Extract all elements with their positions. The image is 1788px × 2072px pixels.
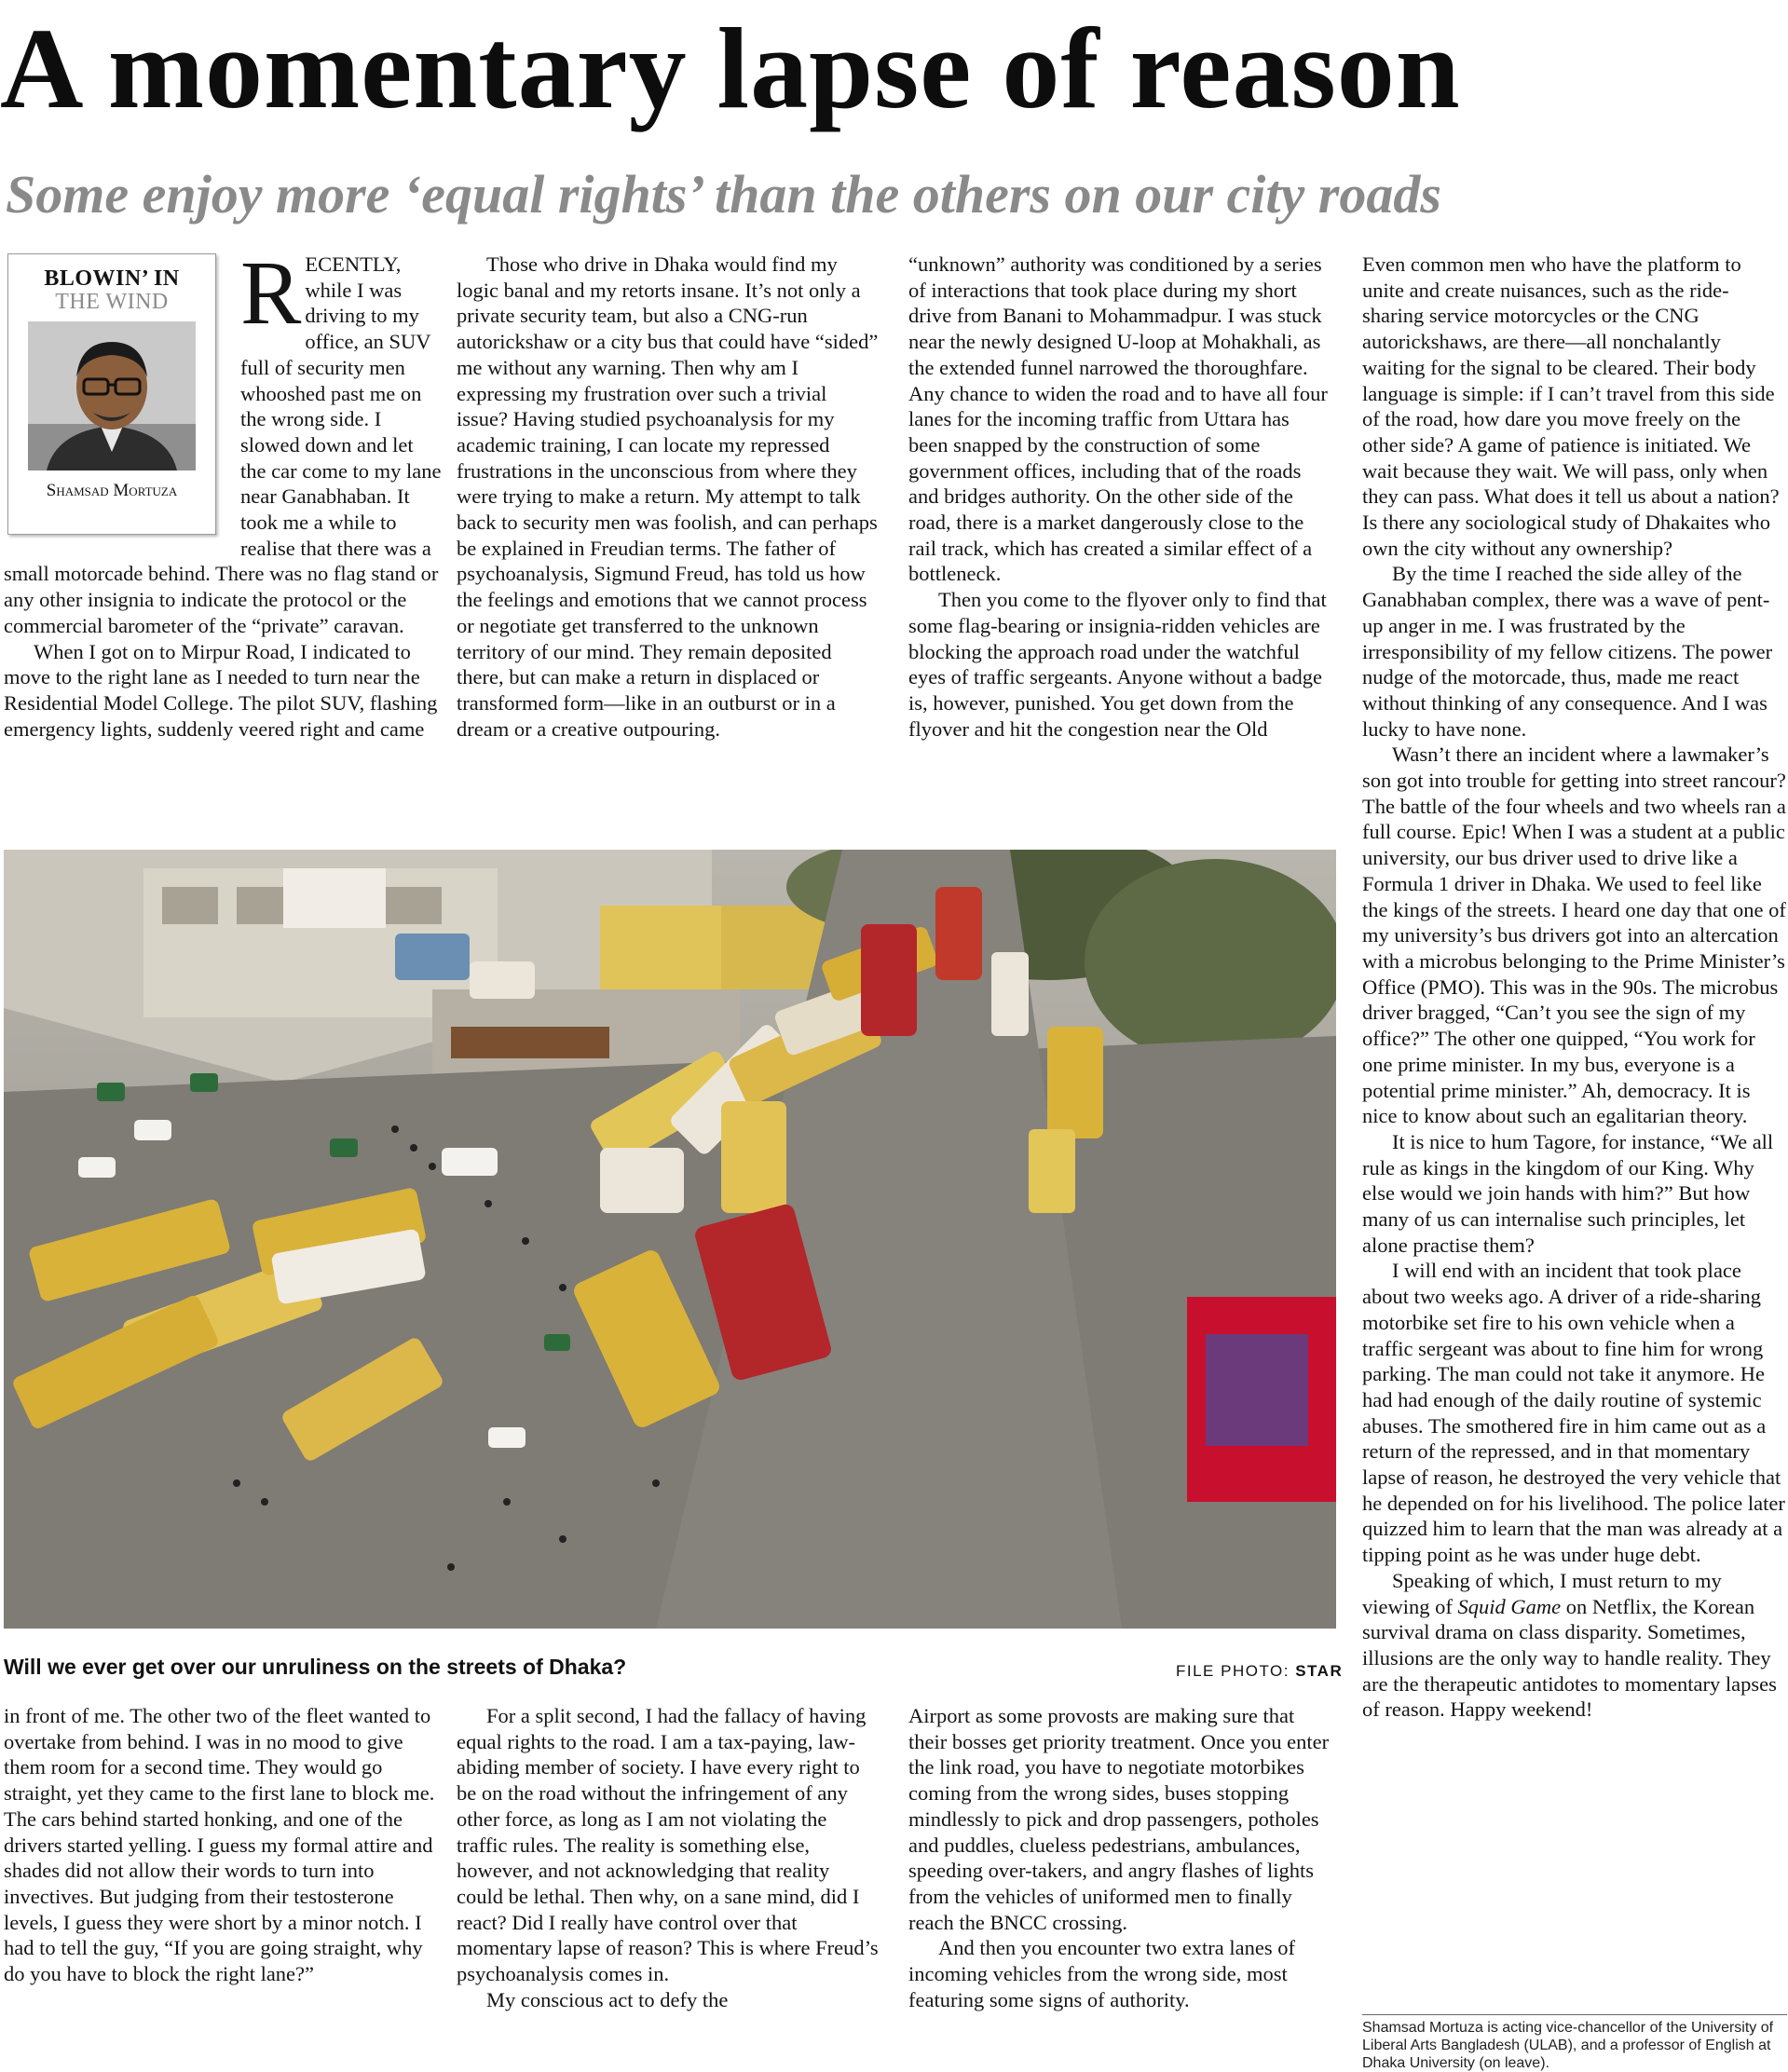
dropcap: R	[240, 243, 302, 344]
column-2-bottom	[457, 1703, 880, 2012]
paragraph: Wasn’t there an incident where a lawmaker’s son got into trouble for getting into street rancour? The battle of the four wheels and two wheels ran a full course. Epic! When I was a student at a public university, our bus driver used to drive like a Formula 1 driver in Dhaka. We used to feel like the kings of the streets. I heard one day that one of my university’s bus drivers got into an altercation with a microbus belonging to the Prime Minister’s Office (PMO). This was in the 90s. The microbus driver bragged, “Can’t you see the sign of my office?” The other one quipped, “You work for one prime minister. In my bus, everyone is a potential prime minister.” Ah, democracy. It is nice to know about such an egalitarian theory.	[1362, 743, 1786, 1128]
author-photo	[28, 321, 196, 470]
headline: A momentary lapse of reason	[0, 5, 1461, 132]
traffic-photo	[4, 850, 1336, 1629]
paragraph: “unknown” authority was conditioned by a series of interactions that took place during my short drive from Banani to Mohammadpur. I was stuck near the newly designed U-loop at Mohakhali, as the extended funnel narrowed the thoroughfare. Any chance to widen the road and to have all four lanes for the incoming traffic from Uttara has been snapped by the construction of some government offices, including that of the roads and bridges authority. On the other side of the road, there is a market dangerously close to the rail track, which has created a similar effect of a bottleneck.	[908, 252, 1328, 586]
show-title: Squid Game	[1457, 1594, 1562, 1618]
paragraph: I will end with an incident that took place about two weeks ago. A driver of a ride-sharing motorbike set fire to his own vehicle when a traffic sergeant was about to fine him for wrong parking. The man could not take it anymore. He had had enough of the daily routine of systemic abuses. The smothered fire in him came out as a return of the repressed, and in that momentary lapse of reason, he destroyed the very vehicle that he depended on for his livelihood. The police later quizzed him to learn that the man was already at a tipping point as he was under huge debt.	[1362, 1259, 1785, 1567]
paragraph: Those who drive in Dhaka would find my logic banal and my retorts insane. It’s not only a private security team, but also a CNG-run autorickshaw or a city bus that could have “sided” me without any warning. Then why am I expressing my frustration over such a trivial issue? Having studied psychoanalysis for my academic training, I can locate my repressed frustrations in the unconscious from where they were trying to make a return. My attempt to talk back to security men was foolish, and can perhaps be explained in Freudian terms. The father of psychoanalysis, Sigmund Freud, has told us how the feelings and emotions that we cannot process or negotiate get transferred to the unknown territory of our mind. They remain deposited there, but can make a return in displaced or transformed form—like in an outburst or in a dream or a creative outpouring.	[457, 252, 879, 741]
credit-prefix: FILE PHOTO:	[1176, 1662, 1296, 1680]
final-text-start: Speaking of which, I must return to my viewing of	[1362, 1568, 1722, 1618]
column-3-bottom	[908, 1703, 1332, 2012]
paragraph: Even common men who have the platform to unite and create nuisances, such as the ride-sharing service motorcycles or the CNG autorickshaws, are there—all nonchalantly waiting for the signal to be cleared. Their body language is simple: if I can’t travel from this side of the road, how dare you move freely on the other side? A game of patience is initiated. We wait because they wait. We will pass, only when they can pass. What does it tell us about a nation? Is there any sociological study of Dhakaites who own the city without any ownership?	[1362, 252, 1780, 560]
column-kicker-line2: THE WIND	[55, 290, 169, 315]
author-name: Shamsad Mortuza	[46, 481, 178, 501]
column-1-bottom	[4, 1703, 444, 1987]
paragraph: By the time I reached the side alley of the Ganabhaban complex, there was a wave of pent-up anger in me. I was frustrated by the irresponsibility of my fellow citizens. The power nudge of the motorcade, thus, made me react without thinking of any consequence. And I was lucky to have none.	[1362, 562, 1773, 741]
columnist-box	[7, 253, 216, 535]
paragraph: in front of me. The other two of the fleet wanted to overtake from behind. I was in no mood to give them room for a second time. They would go straight, yet they came to the first lane to block me. The cars behind started honking, and one of the drivers started yelling. I guess my formal attire and shades did not allow their words to turn into invectives. But judging from their testosterone levels, I guess they were short by a minor notch. I had to tell the guy, “If you are going straight, why do you have to block the right lane?”	[4, 1704, 435, 1986]
paragraph: Airport as some provosts are making sure that their bosses get priority treatment. Once you enter the link road, you have to negotiate motorbikes coming from the wrong sides, buses stopping mindlessly to pick and drop passengers, potholes and puddles, clueless pedestrians, ambulances, speeding over-takers, and angry flashes of lights from the vehicles of uniformed men to finally reach the BNCC crossing.	[908, 1704, 1330, 1934]
column-3-top	[908, 252, 1332, 742]
subheadline: Some enjoy more ‘equal rights’ than the others on our city roads	[6, 164, 1441, 225]
photo-caption: Will we ever get over our unruliness on the streets of Dhaka?	[4, 1655, 627, 1679]
credit-source: STAR	[1295, 1662, 1344, 1680]
photo-credit	[1176, 1662, 1343, 1681]
author-bio: Shamsad Mortuza is acting vice-chancellor of the University of Liberal Arts Bangladesh (ULAB), and a professor of English at Dhaka University (on leave).	[1362, 2014, 1787, 2072]
column-kicker-line1: BLOWIN’ IN	[44, 266, 180, 291]
final-text-end: on Netflix, the Korean survival drama on class disparity. Sometimes, illusions are the only way to handle reality. They are the therapeutic antidotes to momentary lapses of reason. Happy weekend!	[1362, 1594, 1777, 1722]
column-2-top	[457, 252, 880, 742]
paragraph: My conscious act to defy the	[486, 1987, 729, 2011]
paragraph: Then you come to the flyover only to find that some flag-bearing or insignia-ridden vehicles are blocking the approach road under the watchful eyes of traffic sergeants. Anyone without a badge is, however, punished. You get down from the flyover and hit the congestion near the Old	[908, 588, 1327, 741]
paragraph: ECENTLY, while I was driving to my office, an SUV full of security men whooshed past me on the wrong side. I slowed down and let the car come to my lane near Ganabhaban. It took me a while to realise that there was a small motorcade behind. There was no flag stand or any other insignia to indicate the protocol or the commercial barometer of the “private” caravan.	[4, 252, 442, 637]
column-1-top	[4, 243, 444, 742]
paragraph: And then you encounter two extra lanes of incoming vehicles from the wrong side, most featuring some signs of authority.	[908, 1936, 1296, 2011]
paragraph-final	[1362, 1568, 1787, 1723]
paragraph: It is nice to hum Tagore, for instance, “We all rule as kings in the kingdom of our King. Why else would we join hands with him?” But how many of us can internalise such principles, let alone practise them?	[1362, 1129, 1774, 1257]
paragraph: When I got on to Mirpur Road, I indicated to move to the right lane as I needed to turn near the Residential Model College. The pilot SUV, flashing emergency lights, suddenly veered right and came	[4, 639, 438, 741]
paragraph: For a split second, I had the fallacy of having equal rights to the road. I am a tax-paying, law-abiding member of society. I have every right to be on the road without the infringement of any other force, as long as I am not violating the traffic rules. The reality is something else, however, and not acknowledging that reality could be lethal. Then why, on a sane mind, did I react? Did I really have control over that momentary lapse of reason? This is where Freud’s psychoanalysis comes in.	[457, 1704, 879, 1986]
column-4	[1362, 252, 1787, 1723]
